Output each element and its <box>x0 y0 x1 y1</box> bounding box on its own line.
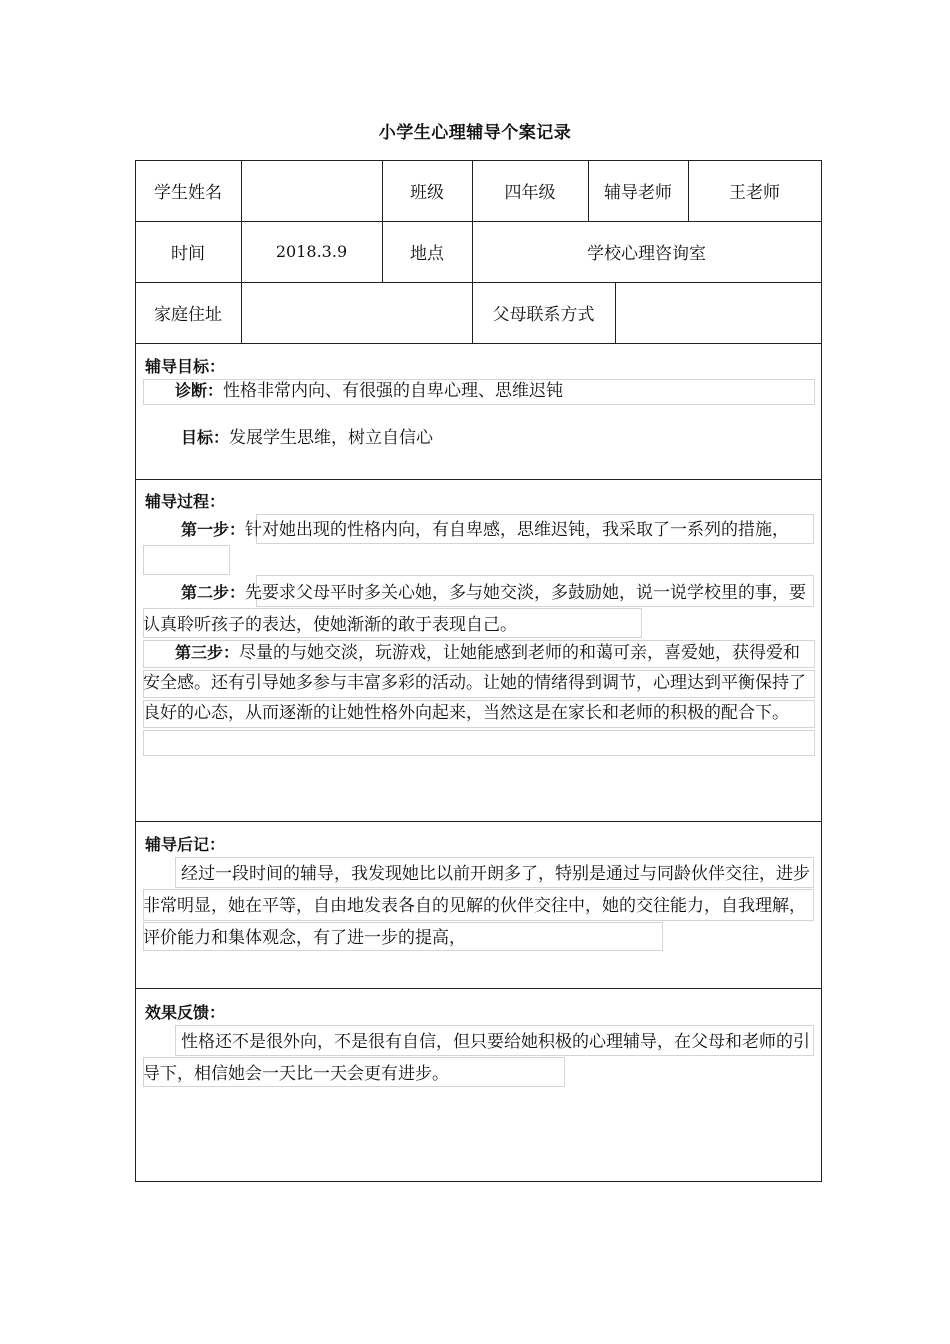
place-label: 地点 <box>410 244 444 264</box>
postscript-text: 经过一段时间的辅导，我发现她比以前开朗多了，特别是通过与同龄伙伴交往，进步非常明显，她在平等，自由地发表各自的见解的伙伴交往中，她的交往能力，自我理解，评价能力和集体观念，有了进一步的提高， <box>143 864 810 948</box>
text-frame <box>143 545 230 575</box>
student-name-label: 学生姓名 <box>154 183 222 203</box>
text-frame <box>143 730 815 756</box>
process-step-3 <box>143 638 813 728</box>
step-2-text: 先要求父母平时多关心她，多与她交淡，多鼓励她，说一说学校里的事，要认真聆听孩子的表达，使她渐渐的敢于表现自己。 <box>143 583 807 635</box>
time-label: 时间 <box>171 244 205 264</box>
section-divider <box>135 821 822 822</box>
student-name-field[interactable] <box>241 160 382 221</box>
step-1-text: 针对她出现的性格内向，有自卑感，思维迟钝，我采取了一系列的措施， <box>245 520 790 540</box>
postscript-section-label: 辅导后记： <box>145 835 226 854</box>
table-border-right <box>821 160 822 1182</box>
feedback-section-label: 效果反馈： <box>145 1003 226 1022</box>
place-value[interactable]: 学校心理咨询室 <box>587 244 706 264</box>
target-label: 目标： <box>181 428 230 447</box>
feedback-text: 性格还不是很外向，不是很有自信，但只要给她积极的心理辅导，在父母和老师的引导下，相信她会一天比一天会更有进步。 <box>143 1032 810 1084</box>
class-value[interactable]: 四年级 <box>504 183 556 203</box>
record-table <box>135 160 822 1182</box>
section-divider <box>135 988 822 989</box>
table-border-bottom <box>135 1181 822 1182</box>
time-value[interactable]: 2018.3.9 <box>275 242 348 261</box>
step-1-label: 第一步： <box>181 520 246 539</box>
process-step-2 <box>143 577 813 641</box>
document-title: 小学生心理辅导个案记录 <box>378 123 572 143</box>
class-label: 班级 <box>410 183 444 203</box>
diagnosis-label: 诊断： <box>175 381 224 400</box>
goal-section-label: 辅导目标： <box>145 357 226 376</box>
row-divider <box>135 343 822 344</box>
step-3-label: 第三步： <box>175 643 240 662</box>
process-step-1 <box>143 514 813 547</box>
teacher-label: 辅导老师 <box>604 183 672 203</box>
address-label: 家庭住址 <box>154 305 222 325</box>
target-text: 发展学生思维，树立自信心 <box>229 428 434 448</box>
parent-contact-field[interactable] <box>615 282 821 343</box>
step-2-label: 第二步： <box>181 583 246 602</box>
parent-contact-label: 父母联系方式 <box>492 305 595 325</box>
diagnosis-text: 性格非常内向、有很强的自卑心理、思维迟钝 <box>223 381 564 401</box>
process-section-label: 辅导过程： <box>145 492 226 511</box>
target-line <box>181 424 811 452</box>
section-divider <box>135 479 822 480</box>
teacher-value[interactable]: 王老师 <box>729 183 780 203</box>
step-3-text: 尽量的与她交淡，玩游戏，让她能感到老师的和蔼可亲，喜爱她，获得爱和安全感。还有引导她多参与丰富多彩的活动。让她的情绪得到调节，心理达到平衡保持了良好的心态，从而逐渐的让她性格外向起来，当然这是在家长和老师的积极的配合下。 <box>143 643 806 723</box>
address-field[interactable] <box>241 282 472 343</box>
diagnosis-line <box>175 377 815 405</box>
